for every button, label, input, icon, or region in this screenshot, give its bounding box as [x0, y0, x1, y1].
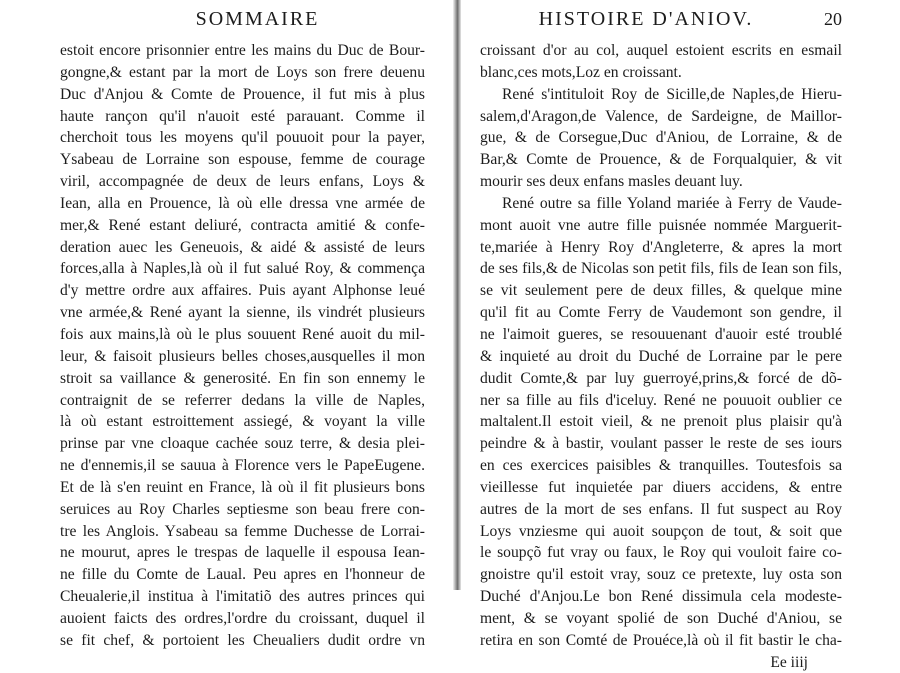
- text-line: Bar,& Comte de Prouence, & de Forqualquier, & vit: [480, 151, 842, 169]
- text-line: là où estant estroittement assiegé, & voyant la ville: [60, 413, 425, 431]
- text-line: gnoistre qu'il estoit vray, souz ce pretexte, luy osta son: [480, 566, 842, 584]
- text-line: vne armée,& René ayant la sienne, ils vindrét plusieurs: [60, 304, 425, 322]
- running-head-left: SOMMAIRE: [195, 8, 320, 30]
- text-line: autres de la mort de ses enfans. Il fut suspect au Roy: [480, 500, 842, 518]
- right-page: [480, 6, 842, 671]
- text-line: de ses fils,& de Nicolas son petit fils, fils de Iean son fils,: [480, 260, 842, 278]
- right-page-text: [480, 40, 842, 652]
- text-line: Iean, alla en Prouence, là où elle dressa vne armée de: [60, 194, 425, 212]
- text-line: Loys vnziesme qui auoit soupçon de tout, & soit que: [480, 522, 842, 540]
- text-line: stroit sa vaillance & generosité. En fin son ennemy le: [60, 369, 425, 387]
- text-line: ne l'aimoit gueres, se resouuenant d'auoir esté troublé: [480, 325, 842, 343]
- text-line: le soupçõ fut vray ou faux, le Roy qui vouloit faire co-: [480, 544, 842, 562]
- text-line: blanc,ces mots,Loz en croissant.: [480, 63, 682, 81]
- running-head-right: [480, 6, 842, 40]
- text-line: se vit seulement pere de deux filles, & quelque mine: [480, 282, 842, 300]
- text-line: ment, & se voyant spolié de son Duché d'Aniou, se: [480, 609, 842, 627]
- book-gutter: [453, 0, 461, 590]
- text-line: mourir ses deux enfans masles deuant luy.: [480, 173, 743, 191]
- text-line: leur, & faisoit plusieurs belles choses,ausquelles il mon: [60, 347, 425, 365]
- text-line: prinse par vne cloaque cachée souz terre, & desia plei-: [60, 435, 425, 453]
- text-line: forces,alla à Naples,là où il fut salué Roy, & commença: [60, 260, 425, 278]
- text-line: gue, & de Corsegue,Duc d'Aniou, de Lorraine, & de: [480, 129, 842, 147]
- text-line: Cheualerie,il institua à l'imitatiõ des autres princes qui: [60, 588, 425, 606]
- text-line: fois aux mains,là où le plus souuent René auoit du mil-: [60, 325, 425, 343]
- text-line: ne fille du Comte de Laual. Peu apres en l'honneur de: [60, 566, 425, 584]
- text-line: René s'intituloit Roy de Sicille,de Naples,de Hieru-: [502, 85, 842, 103]
- text-line: peindre & à bastir, voulant passer le reste de ses iours: [480, 435, 842, 453]
- text-line: ne mourut, apres le trespas de laquelle il espousa Iean-: [60, 544, 425, 562]
- text-line: salem,d'Aragon,de Valence, de Sardeigne, de Maillor-: [480, 107, 842, 125]
- text-line: ne d'ennemis,il se sauua à Florence vers le PapeEugene.: [60, 457, 425, 475]
- signature-mark: Ee iiij: [770, 653, 808, 671]
- text-line: estoit encore prisonnier entre les mains du Duc de Bour-: [60, 42, 425, 59]
- text-line: seruices au Roy Charles septiesme son beau frere con-: [60, 500, 425, 518]
- left-page-text: [60, 40, 425, 652]
- text-line: deration auec les Geneuois, & aidé & assisté de leurs: [60, 238, 425, 256]
- text-line: vieillesse fut inquietée par diuers accidens, & entre: [480, 478, 842, 496]
- text-line: maltalent.Il estoit vieil, & ne prenoit plus plaisir qu'à: [480, 413, 842, 431]
- text-line: Ysabeau de Lorraine son espouse, femme de courage: [60, 151, 425, 169]
- text-line: viril, accompagnée de deux de leurs enfans, Loys &: [60, 173, 425, 191]
- text-line: & inquieté au droit du Duché de Lorraine par le pere: [480, 347, 842, 365]
- text-line: d'y mettre ordre aux affaires. Puis ayant Alphonse leué: [60, 282, 425, 300]
- text-line: René outre sa fille Yoland mariée à Ferry de Vaude-: [502, 194, 842, 212]
- text-line: se fit chef, & portoient les Cheualiers dudit ordre vn: [60, 631, 425, 649]
- text-line: auoient faicts des ordres,l'ordre du croissant, duquel il: [60, 609, 425, 627]
- left-page: [60, 6, 425, 649]
- text-line: Duc d'Anjou & Comte de Prouence, il fut mis à plus: [60, 85, 425, 103]
- text-line: gongne,& estant par la mort de Loys son frere deuenu: [60, 63, 425, 81]
- text-line: mont auoit vne autre fille puisnée nommée Marguerit-: [480, 216, 842, 234]
- text-line: dudit Comte,& par luy guerroyé,prins,& forcé de dõ-: [480, 369, 842, 387]
- text-line: cherchoit tous les moyens qu'il pouuoit pour la payer,: [60, 129, 425, 147]
- text-line: Duché d'Anjou.Le bon René dissimula cela modeste-: [480, 588, 842, 606]
- text-line: Et de là s'en reuint en France, là où il fit plusieurs bons: [60, 478, 425, 496]
- text-line: ner sa fille au fils d'iceluy. René ne pouuoit oublier ce: [480, 391, 842, 409]
- text-line: contraignit de se referrer dedans la ville de Naples,: [60, 391, 425, 409]
- text-line: haute rançon qu'il n'auoit esté parauant. Comme il: [60, 107, 425, 125]
- text-line: tre les Anglois. Ysabeau sa femme Duchesse de Lorrai-: [60, 522, 425, 540]
- text-line: retira en son Comté de Prouéce,là où il fit bastir le cha-: [480, 631, 842, 649]
- text-line: en ces exercices paisibles & tranquilles. Toutesfois sa: [480, 457, 842, 475]
- running-head-title: HISTOIRE D'ANIOV.: [538, 8, 754, 30]
- text-line: te,mariée à Henry Roy d'Angleterre, & apres la mort: [480, 238, 842, 256]
- text-line: qu'il fit au Comte Ferry de Vaudemont son gendre, il: [480, 304, 842, 322]
- page-number: 20: [824, 9, 842, 29]
- text-line: croissant d'or au col, auquel estoient escrits en esmail: [480, 42, 842, 59]
- text-line: mer,& René estant deliuré, contracta amitié & confe-: [60, 216, 425, 234]
